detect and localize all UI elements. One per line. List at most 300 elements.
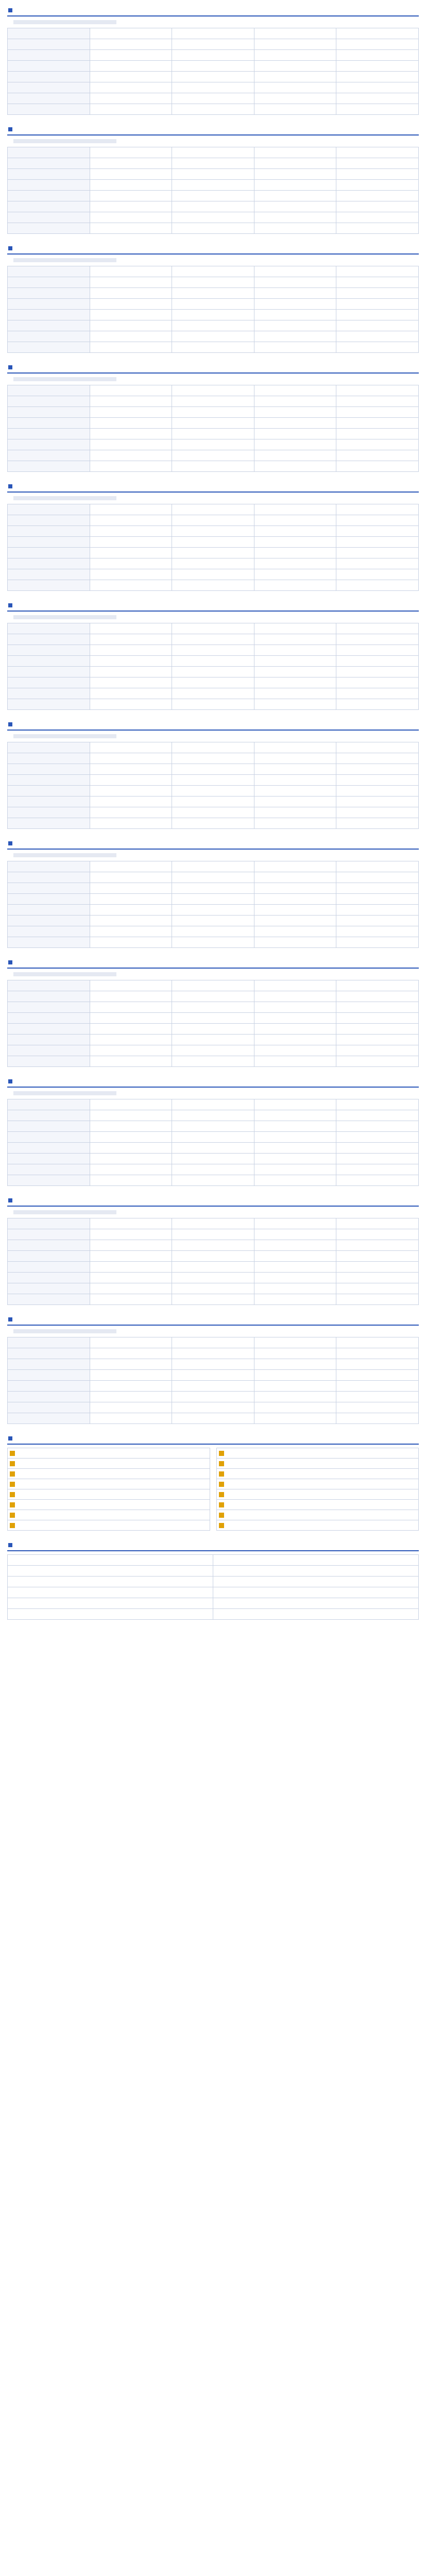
table-cell bbox=[336, 1240, 419, 1251]
table-row bbox=[8, 1110, 419, 1121]
table-cell bbox=[8, 104, 90, 115]
table-cell bbox=[254, 623, 336, 634]
table-cell bbox=[8, 905, 90, 916]
table-cell bbox=[254, 937, 336, 948]
table-cell bbox=[8, 1045, 90, 1056]
table-row bbox=[8, 1273, 419, 1283]
table-cell bbox=[254, 1143, 336, 1154]
table-cell bbox=[254, 580, 336, 591]
table-cell bbox=[213, 1587, 419, 1598]
table-cell bbox=[8, 753, 90, 764]
table-cell bbox=[8, 1132, 90, 1143]
table-cell bbox=[8, 342, 90, 353]
table-cell bbox=[254, 699, 336, 710]
table-row bbox=[8, 1024, 419, 1035]
table-row bbox=[8, 1337, 419, 1348]
table-cell bbox=[90, 320, 172, 331]
table-row bbox=[8, 656, 419, 667]
table-cell bbox=[172, 1110, 254, 1121]
table-cell bbox=[172, 937, 254, 948]
section-table bbox=[7, 147, 419, 234]
table-row bbox=[8, 537, 419, 548]
table-cell bbox=[254, 861, 336, 872]
table-cell bbox=[172, 342, 254, 353]
table-cell bbox=[254, 28, 336, 39]
table-cell bbox=[90, 558, 172, 569]
table-row bbox=[8, 461, 419, 472]
table-cell bbox=[8, 580, 90, 591]
section-table bbox=[7, 861, 419, 948]
table-cell bbox=[172, 1294, 254, 1305]
table-cell bbox=[90, 872, 172, 883]
section-table bbox=[7, 266, 419, 353]
table-row bbox=[8, 558, 419, 569]
section-level-bar bbox=[13, 496, 116, 500]
table-cell bbox=[336, 1348, 419, 1359]
table-cell bbox=[90, 1175, 172, 1186]
table-row bbox=[8, 1598, 419, 1609]
table-cell bbox=[8, 634, 90, 645]
table-cell bbox=[254, 93, 336, 104]
bottom-section bbox=[7, 1540, 419, 1620]
table-cell bbox=[336, 1392, 419, 1402]
table-cell bbox=[8, 1229, 90, 1240]
table-row bbox=[8, 407, 419, 418]
table-cell bbox=[172, 1337, 254, 1348]
table-cell bbox=[8, 1164, 90, 1175]
table-cell bbox=[254, 223, 336, 234]
table-row bbox=[8, 342, 419, 353]
table-cell bbox=[254, 916, 336, 926]
table-cell bbox=[336, 558, 419, 569]
section-table bbox=[7, 980, 419, 1067]
table-cell bbox=[254, 1218, 336, 1229]
table-row bbox=[8, 147, 419, 158]
table-cell bbox=[172, 158, 254, 169]
table-cell bbox=[8, 991, 90, 1002]
table-cell bbox=[254, 331, 336, 342]
report-file-icon bbox=[219, 1513, 224, 1518]
table-cell bbox=[336, 775, 419, 786]
table-cell bbox=[254, 407, 336, 418]
table-row bbox=[8, 191, 419, 201]
report-row[interactable] bbox=[8, 1469, 210, 1479]
table-row bbox=[8, 439, 419, 450]
table-row bbox=[8, 1392, 419, 1402]
table-row bbox=[8, 180, 419, 191]
table-row bbox=[8, 937, 419, 948]
table-cell bbox=[8, 861, 90, 872]
report-row[interactable] bbox=[8, 1459, 210, 1469]
table-cell bbox=[172, 310, 254, 320]
report-cell[interactable] bbox=[8, 1489, 210, 1500]
table-cell bbox=[90, 894, 172, 905]
table-cell bbox=[172, 1121, 254, 1132]
report-cell[interactable] bbox=[8, 1459, 210, 1469]
table-cell bbox=[172, 1413, 254, 1424]
table-cell bbox=[8, 61, 90, 72]
table-cell bbox=[172, 807, 254, 818]
table-cell bbox=[336, 407, 419, 418]
table-cell bbox=[213, 1609, 419, 1620]
table-row bbox=[8, 894, 419, 905]
table-cell bbox=[254, 104, 336, 115]
report-row[interactable] bbox=[216, 1520, 419, 1531]
table-cell bbox=[336, 72, 419, 82]
table-cell bbox=[336, 818, 419, 829]
table-cell bbox=[8, 1566, 213, 1577]
table-cell bbox=[8, 818, 90, 829]
table-cell bbox=[254, 1413, 336, 1424]
table-cell bbox=[90, 1099, 172, 1110]
section-level-bar bbox=[13, 734, 116, 738]
section-level-bar bbox=[13, 1210, 116, 1214]
table-cell bbox=[8, 775, 90, 786]
table-cell bbox=[254, 645, 336, 656]
table-cell bbox=[8, 277, 90, 288]
table-cell bbox=[172, 980, 254, 991]
table-row bbox=[8, 158, 419, 169]
table-cell bbox=[254, 299, 336, 310]
table-cell bbox=[254, 742, 336, 753]
table-cell bbox=[8, 1121, 90, 1132]
report-row[interactable] bbox=[216, 1459, 419, 1469]
table-cell bbox=[8, 1577, 213, 1587]
table-cell bbox=[254, 418, 336, 429]
table-cell bbox=[172, 883, 254, 894]
table-row bbox=[8, 72, 419, 82]
table-cell bbox=[254, 872, 336, 883]
table-cell bbox=[336, 212, 419, 223]
table-cell bbox=[172, 548, 254, 558]
table-cell bbox=[254, 1392, 336, 1402]
table-cell bbox=[172, 28, 254, 39]
section-title bbox=[7, 5, 419, 16]
table-cell bbox=[254, 1337, 336, 1348]
table-cell bbox=[90, 331, 172, 342]
table-cell bbox=[172, 786, 254, 796]
table-cell bbox=[90, 1381, 172, 1392]
table-cell bbox=[254, 1262, 336, 1273]
table-cell bbox=[336, 634, 419, 645]
table-cell bbox=[336, 515, 419, 526]
table-cell bbox=[336, 429, 419, 439]
section-list bbox=[7, 5, 419, 1424]
table-row bbox=[8, 39, 419, 50]
report-row[interactable] bbox=[216, 1479, 419, 1489]
table-row bbox=[8, 50, 419, 61]
table-cell bbox=[8, 396, 90, 407]
table-cell bbox=[172, 1024, 254, 1035]
table-cell bbox=[172, 461, 254, 472]
table-cell bbox=[336, 1121, 419, 1132]
table-row bbox=[8, 1035, 419, 1045]
report-cell[interactable] bbox=[8, 1520, 210, 1531]
report-cell[interactable] bbox=[8, 1510, 210, 1520]
table-cell bbox=[8, 656, 90, 667]
table-cell bbox=[90, 786, 172, 796]
report-row[interactable] bbox=[8, 1448, 210, 1459]
table-cell bbox=[90, 93, 172, 104]
table-cell bbox=[172, 1240, 254, 1251]
table-cell bbox=[90, 299, 172, 310]
table-row bbox=[8, 1175, 419, 1186]
table-cell bbox=[172, 1056, 254, 1067]
table-cell bbox=[172, 667, 254, 677]
table-row bbox=[8, 1359, 419, 1370]
report-cell[interactable] bbox=[216, 1510, 419, 1520]
table-cell bbox=[172, 39, 254, 50]
section-title bbox=[7, 362, 419, 374]
table-cell bbox=[90, 1132, 172, 1143]
table-cell bbox=[172, 1348, 254, 1359]
table-cell bbox=[254, 201, 336, 212]
table-cell bbox=[336, 872, 419, 883]
table-cell bbox=[90, 580, 172, 591]
table-cell bbox=[172, 180, 254, 191]
table-row bbox=[8, 320, 419, 331]
table-cell bbox=[172, 688, 254, 699]
table-cell bbox=[254, 1045, 336, 1056]
table-cell bbox=[90, 1402, 172, 1413]
table-cell bbox=[90, 418, 172, 429]
table-cell bbox=[8, 1240, 90, 1251]
table-cell bbox=[336, 450, 419, 461]
table-cell bbox=[8, 1002, 90, 1013]
table-row bbox=[8, 212, 419, 223]
table-cell bbox=[254, 461, 336, 472]
table-cell bbox=[172, 1143, 254, 1154]
table-cell bbox=[90, 861, 172, 872]
table-row bbox=[8, 1413, 419, 1424]
table-cell bbox=[90, 667, 172, 677]
table-cell bbox=[172, 818, 254, 829]
section-title bbox=[7, 124, 419, 135]
table-cell bbox=[8, 1175, 90, 1186]
table-cell bbox=[336, 580, 419, 591]
report-cell[interactable] bbox=[216, 1459, 419, 1469]
report-cell[interactable] bbox=[216, 1469, 419, 1479]
table-cell bbox=[213, 1555, 419, 1566]
table-row bbox=[8, 299, 419, 310]
table-cell bbox=[90, 39, 172, 50]
table-cell bbox=[90, 807, 172, 818]
table-cell bbox=[172, 872, 254, 883]
section bbox=[7, 1195, 419, 1305]
section-level-bar bbox=[13, 139, 116, 143]
table-cell bbox=[90, 28, 172, 39]
table-cell bbox=[8, 1262, 90, 1273]
table-cell bbox=[90, 753, 172, 764]
table-cell bbox=[254, 796, 336, 807]
table-cell bbox=[172, 1392, 254, 1402]
section bbox=[7, 1076, 419, 1186]
table-cell bbox=[172, 407, 254, 418]
table-row bbox=[8, 645, 419, 656]
table-row bbox=[8, 504, 419, 515]
report-cell[interactable] bbox=[8, 1448, 210, 1459]
table-cell bbox=[336, 288, 419, 299]
table-cell bbox=[336, 937, 419, 948]
report-row[interactable] bbox=[8, 1510, 210, 1520]
table-cell bbox=[90, 1154, 172, 1164]
report-row[interactable] bbox=[8, 1520, 210, 1531]
table-cell bbox=[254, 905, 336, 916]
report-cell[interactable] bbox=[8, 1469, 210, 1479]
table-cell bbox=[8, 677, 90, 688]
table-row bbox=[8, 1402, 419, 1413]
table-cell bbox=[8, 1402, 90, 1413]
table-cell bbox=[254, 39, 336, 50]
report-cell[interactable] bbox=[8, 1479, 210, 1489]
table-cell bbox=[8, 461, 90, 472]
section bbox=[7, 838, 419, 948]
table-cell bbox=[254, 169, 336, 180]
table-cell bbox=[172, 82, 254, 93]
table-cell bbox=[172, 201, 254, 212]
table-cell bbox=[172, 1035, 254, 1045]
table-cell bbox=[336, 1099, 419, 1110]
report-file-icon bbox=[10, 1461, 15, 1466]
section-rating bbox=[7, 731, 419, 742]
report-file-icon bbox=[219, 1492, 224, 1497]
table-cell bbox=[172, 1002, 254, 1013]
table-row bbox=[8, 1609, 419, 1620]
report-cell[interactable] bbox=[216, 1500, 419, 1510]
report-cell[interactable] bbox=[216, 1489, 419, 1500]
table-cell bbox=[336, 169, 419, 180]
table-row bbox=[8, 1348, 419, 1359]
table-cell bbox=[90, 818, 172, 829]
table-cell bbox=[172, 169, 254, 180]
report-row[interactable] bbox=[8, 1479, 210, 1489]
table-row bbox=[8, 82, 419, 93]
report-file-icon bbox=[10, 1451, 15, 1456]
table-cell bbox=[8, 212, 90, 223]
table-cell bbox=[254, 991, 336, 1002]
report-row[interactable] bbox=[216, 1489, 419, 1500]
table-cell bbox=[254, 677, 336, 688]
table-cell bbox=[254, 818, 336, 829]
table-cell bbox=[336, 147, 419, 158]
table-cell bbox=[172, 61, 254, 72]
table-cell bbox=[336, 201, 419, 212]
table-cell bbox=[8, 883, 90, 894]
table-cell bbox=[336, 537, 419, 548]
section-title bbox=[7, 600, 419, 612]
report-row[interactable] bbox=[8, 1489, 210, 1500]
table-cell bbox=[254, 1110, 336, 1121]
table-cell bbox=[172, 266, 254, 277]
table-cell bbox=[336, 418, 419, 429]
table-row bbox=[8, 1240, 419, 1251]
table-cell bbox=[90, 1045, 172, 1056]
table-cell bbox=[8, 72, 90, 82]
table-cell bbox=[254, 1164, 336, 1175]
table-cell bbox=[254, 1283, 336, 1294]
table-cell bbox=[8, 450, 90, 461]
table-cell bbox=[8, 429, 90, 439]
table-cell bbox=[172, 1132, 254, 1143]
section-level-bar bbox=[13, 1329, 116, 1333]
table-cell bbox=[254, 288, 336, 299]
table-cell bbox=[254, 688, 336, 699]
table-row bbox=[8, 418, 419, 429]
table-cell bbox=[336, 753, 419, 764]
report-row[interactable] bbox=[216, 1469, 419, 1479]
table-cell bbox=[172, 1402, 254, 1413]
report-cell[interactable] bbox=[216, 1479, 419, 1489]
table-cell bbox=[90, 764, 172, 775]
table-cell bbox=[336, 807, 419, 818]
report-row[interactable] bbox=[216, 1500, 419, 1510]
table-cell bbox=[254, 807, 336, 818]
table-cell bbox=[90, 1218, 172, 1229]
table-cell bbox=[336, 1045, 419, 1056]
table-cell bbox=[172, 223, 254, 234]
table-cell bbox=[336, 548, 419, 558]
table-cell bbox=[254, 1251, 336, 1262]
table-cell bbox=[172, 396, 254, 407]
report-row[interactable] bbox=[216, 1448, 419, 1459]
table-cell bbox=[336, 623, 419, 634]
report-row[interactable] bbox=[216, 1510, 419, 1520]
table-cell bbox=[8, 1154, 90, 1164]
table-cell bbox=[336, 1283, 419, 1294]
table-cell bbox=[90, 1359, 172, 1370]
report-cell[interactable] bbox=[216, 1520, 419, 1531]
report-cell[interactable] bbox=[8, 1500, 210, 1510]
table-row bbox=[8, 1143, 419, 1154]
table-cell bbox=[8, 1056, 90, 1067]
table-cell bbox=[336, 1381, 419, 1392]
table-cell bbox=[8, 764, 90, 775]
table-cell bbox=[336, 28, 419, 39]
table-cell bbox=[90, 439, 172, 450]
table-cell bbox=[90, 796, 172, 807]
report-row[interactable] bbox=[8, 1500, 210, 1510]
table-cell bbox=[90, 1164, 172, 1175]
table-cell bbox=[8, 28, 90, 39]
report-file-icon bbox=[10, 1471, 15, 1477]
table-cell bbox=[336, 656, 419, 667]
section-rating bbox=[7, 493, 419, 504]
table-cell bbox=[8, 1598, 213, 1609]
section bbox=[7, 5, 419, 115]
table-cell bbox=[336, 1164, 419, 1175]
table-row bbox=[8, 1121, 419, 1132]
table-cell bbox=[254, 926, 336, 937]
table-cell bbox=[8, 796, 90, 807]
table-cell bbox=[8, 418, 90, 429]
table-row bbox=[8, 331, 419, 342]
table-cell bbox=[90, 926, 172, 937]
table-row bbox=[8, 201, 419, 212]
table-cell bbox=[8, 742, 90, 753]
table-row bbox=[8, 93, 419, 104]
table-row bbox=[8, 764, 419, 775]
table-row bbox=[8, 1045, 419, 1056]
report-cell[interactable] bbox=[216, 1448, 419, 1459]
table-cell bbox=[172, 742, 254, 753]
section-rating bbox=[7, 612, 419, 623]
table-cell bbox=[90, 277, 172, 288]
table-cell bbox=[172, 645, 254, 656]
table-row bbox=[8, 796, 419, 807]
table-cell bbox=[254, 180, 336, 191]
table-cell bbox=[254, 764, 336, 775]
table-cell bbox=[254, 191, 336, 201]
